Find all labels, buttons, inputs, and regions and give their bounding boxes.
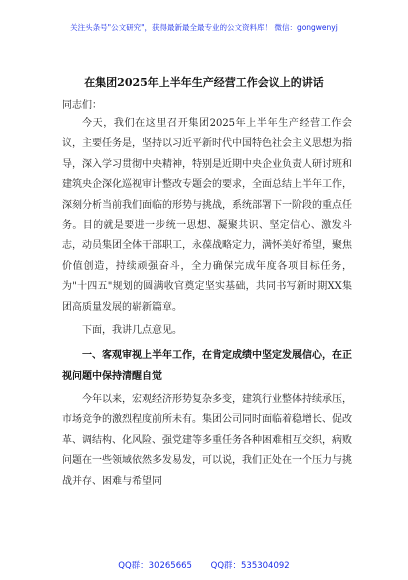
salutation: 同志们： (62, 100, 102, 111)
document-title: 在集团2025年上半年生产经营工作会议上的讲话 (84, 76, 324, 89)
footer (0, 559, 408, 571)
paragraph-intro: 今天，我们在这里召开集团2025年上半年生产经营工作会议，主要任务是，坚持以习近平新时代中国特色社会主义思想为指导，深入学习贯彻中央精神，特别是近期中央企业负责人研讨班和建筑央企深化巡视审计整改专题会的要求，全面总结上半年工作，深刻分析当前我们面临的形势与挑战，系统部署下一阶段的重点任务。目的就是要进一步统一思想、凝聚共识、坚定信心、激发斗志，动员集团全体干部职工，永葆战略定力，满怀美好希望，聚焦价值创造，持续顽强奋斗，全力确保完成年度各项目标任务，为"十四五"规划的圆满收官奠定坚实基础，共同书写新时期XX集团高质量发展的崭新篇章。 (62, 118, 352, 313)
footer-qq-1: QQ群：30265665 (118, 561, 192, 571)
paragraph-transition: 下面，我讲几点意见。 (82, 325, 182, 336)
paragraph-section-1: 今年以来，宏观经济形势复杂多变，建筑行业整体持续承压，市场竞争的激烈程度前所未有。集团公司同时面临着稳增长、促改革、调结构、化风险、强党建等多重任务各种困难相互交织，病败问题在一些领域依然多发易发，可以说，我们正处在一个压力与挑战并存、困难与希望同 (62, 394, 352, 487)
section-heading-1: 一、客观审视上半年工作，在肯定成绩中坚定发展信心，在正视问题中保持清醒自觉 (62, 350, 352, 382)
footer-qq-2: QQ群：535304092 (210, 561, 290, 571)
top-banner: 关注头条号"公文研究"，获得最新最全最专业的公文资料库！ 微信：gongwenyj (70, 23, 338, 32)
